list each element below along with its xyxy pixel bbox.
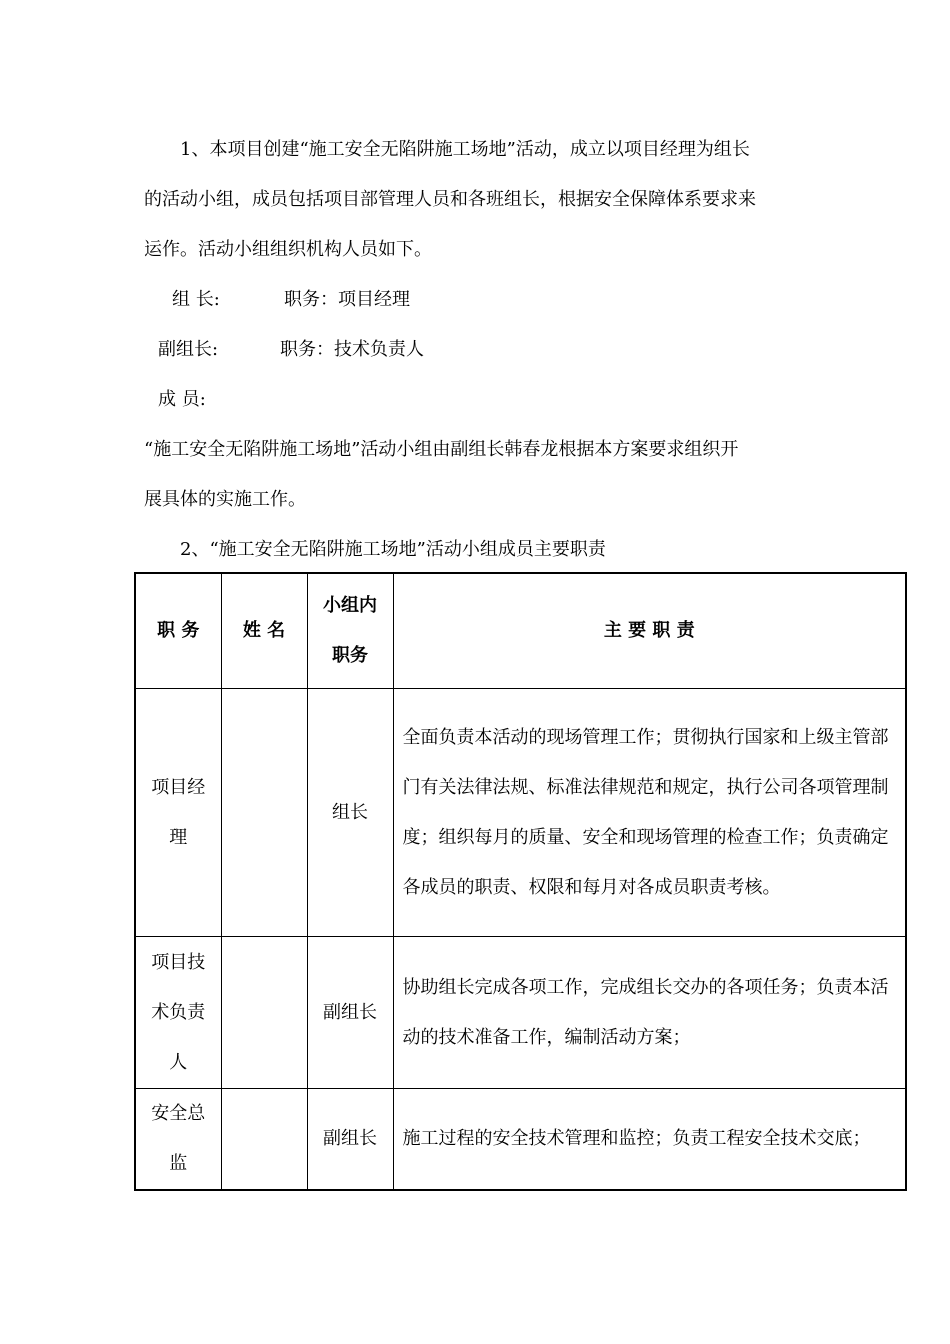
table-row — [135, 1089, 906, 1191]
row-2-name — [221, 937, 307, 1089]
intro-paragraph-line-3: 运作。活动小组组织机构人员如下。 — [144, 239, 432, 260]
leader-position: 职务：项目经理 — [284, 289, 410, 310]
activity-paragraph-line-2: 展具体的实施工作。 — [144, 489, 306, 510]
deputy-position: 职务：技术负责人 — [280, 339, 424, 360]
duties-table — [134, 572, 907, 1191]
row-1-name — [221, 689, 307, 937]
row-2-group-role: 副组长 — [307, 937, 393, 1089]
row-2-position: 项目技术负责人 — [135, 937, 221, 1089]
row-3-name — [221, 1089, 307, 1191]
row-3-duties: 施工过程的安全技术管理和监控；负责工程安全技术交底； — [393, 1089, 906, 1191]
row-2-duties: 协助组长完成各项工作，完成组长交办的各项任务；负责本活动的技术准备工作，编制活动方案； — [393, 937, 906, 1089]
leader-label: 组 长: — [172, 289, 220, 310]
intro-paragraph-line-1: 1、本项目创建“施工安全无陷阱施工场地”活动，成立以项目经理为组长 — [180, 139, 750, 160]
row-1-position: 项目经理 — [135, 689, 221, 937]
section-2-title: 2、“施工安全无陷阱施工场地”活动小组成员主要职责 — [180, 539, 606, 560]
header-position: 职 务 — [135, 573, 221, 689]
header-duties: 主 要 职 责 — [393, 573, 906, 689]
deputy-label: 副组长: — [158, 339, 219, 360]
header-group-role: 小组内职务 — [307, 573, 393, 689]
activity-paragraph-line-1: “施工安全无陷阱施工场地”活动小组由副组长韩春龙根据本方案要求组织开 — [144, 439, 739, 460]
table-row — [135, 689, 906, 937]
row-1-group-role: 组长 — [307, 689, 393, 937]
row-1-duties: 全面负责本活动的现场管理工作；贯彻执行国家和上级主管部门有关法律法规、标准法律规范和规定，执行公司各项管理制度；组织每月的质量、安全和现场管理的检查工作；负责确定各成员的职责、权限和每月对各成员职责考核。 — [393, 689, 906, 937]
member-label: 成 员: — [158, 389, 206, 410]
header-name: 姓 名 — [221, 573, 307, 689]
row-3-position: 安全总监 — [135, 1089, 221, 1191]
table-row — [135, 937, 906, 1089]
intro-paragraph-line-2: 的活动小组，成员包括项目部管理人员和各班组长，根据安全保障体系要求来 — [144, 189, 756, 210]
row-3-group-role: 副组长 — [307, 1089, 393, 1191]
table-header-row — [135, 573, 906, 689]
